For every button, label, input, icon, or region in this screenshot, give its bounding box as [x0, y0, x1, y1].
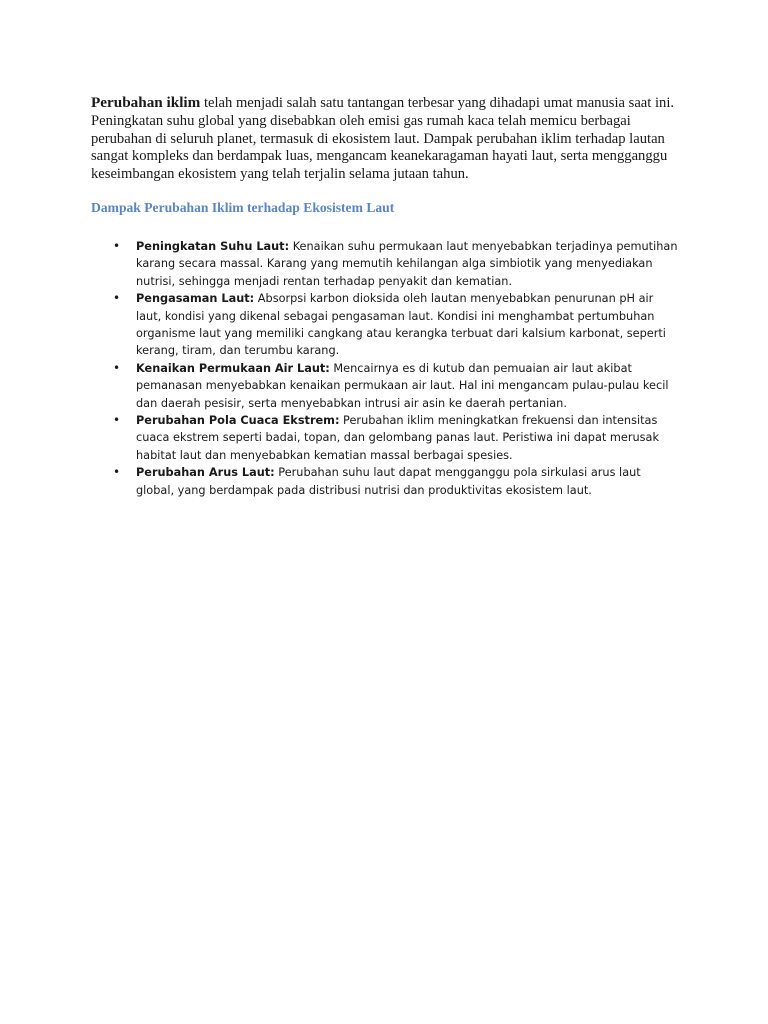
impact-list — [112, 238, 678, 499]
item-term: Kenaikan Permukaan Air Laut: — [136, 361, 330, 375]
bullet-icon: • — [113, 239, 121, 253]
list-item — [112, 464, 678, 499]
section-heading: Dampak Perubahan Iklim terhadap Ekosistem Laut — [91, 200, 395, 215]
item-text: Kenaikan suhu permukaan laut menyebabkan terjadinya pemutihan karang secara massal. Karang yang memutih kehilangan alga simbiotik yang menyediakan nutrisi, sehingga menjadi rentan terhadap penyakit dan kematian. — [136, 240, 678, 288]
item-text: Perubahan iklim meningkatkan frekuensi dan intensitas cuaca ekstrem seperti badai, topan, dan gelombang panas laut. Peristiwa ini dapat merusak habitat laut dan menyebabkan kematian massal berbagai spesies. — [136, 414, 660, 462]
intro-paragraph — [91, 94, 676, 184]
item-term: Perubahan Pola Cuaca Ekstrem: — [136, 414, 340, 428]
list-item — [112, 290, 678, 360]
list-item — [112, 238, 678, 290]
bullet-icon: • — [113, 465, 121, 480]
intro-lead-term: Perubahan iklim — [91, 94, 201, 111]
bullet-icon: • — [113, 360, 121, 375]
item-term: Peningkatan Suhu Laut: — [136, 240, 290, 253]
bullet-icon: • — [113, 413, 121, 428]
list-item — [112, 360, 678, 412]
item-term: Pengasaman Laut: — [136, 292, 255, 306]
item-text: Mencairnya es di kutub dan pemuaian air laut akibat pemanasan menyebabkan kenaikan permukaan air laut. Hal ini mengancam pulau-pulau kecil dan daerah pesisir, serta menyebabkan intrusi air asin ke daerah pertanian. — [136, 361, 669, 410]
item-text: Perubahan suhu laut dapat mengganggu pola sirkulasi arus laut global, yang berdampak pada distribusi nutrisi dan produktivitas ekosistem laut. — [136, 466, 641, 497]
item-text: Absorpsi karbon dioksida oleh lautan menyebabkan penurunan pH air laut, kondisi yang dikenal sebagai pengasaman laut. Kondisi ini menghambat pertumbuhan organisme laut yang memiliki cangkang atau kerangka terbuat dari kalsium karbonat, seperti kerang, tiram, dan terumbu karang. — [136, 292, 666, 358]
list-item — [112, 412, 678, 464]
bullet-icon: • — [113, 291, 121, 306]
intro-text: telah menjadi salah satu tantangan terbesar yang dihadapi umat manusia saat ini. Peningkatan suhu global yang disebabkan oleh emisi gas rumah kaca telah memicu berbagai perubahan di seluruh planet, termasuk di ekosistem laut. Dampak perubahan iklim terhadap lautan sangat kompleks dan berdampak luas, mengancam keanekaragaman hayati laut, serta mengganggu keseimbangan ekosistem yang telah terjalin selama jutaan tahun. — [91, 95, 675, 183]
item-term: Perubahan Arus Laut: — [136, 466, 275, 480]
